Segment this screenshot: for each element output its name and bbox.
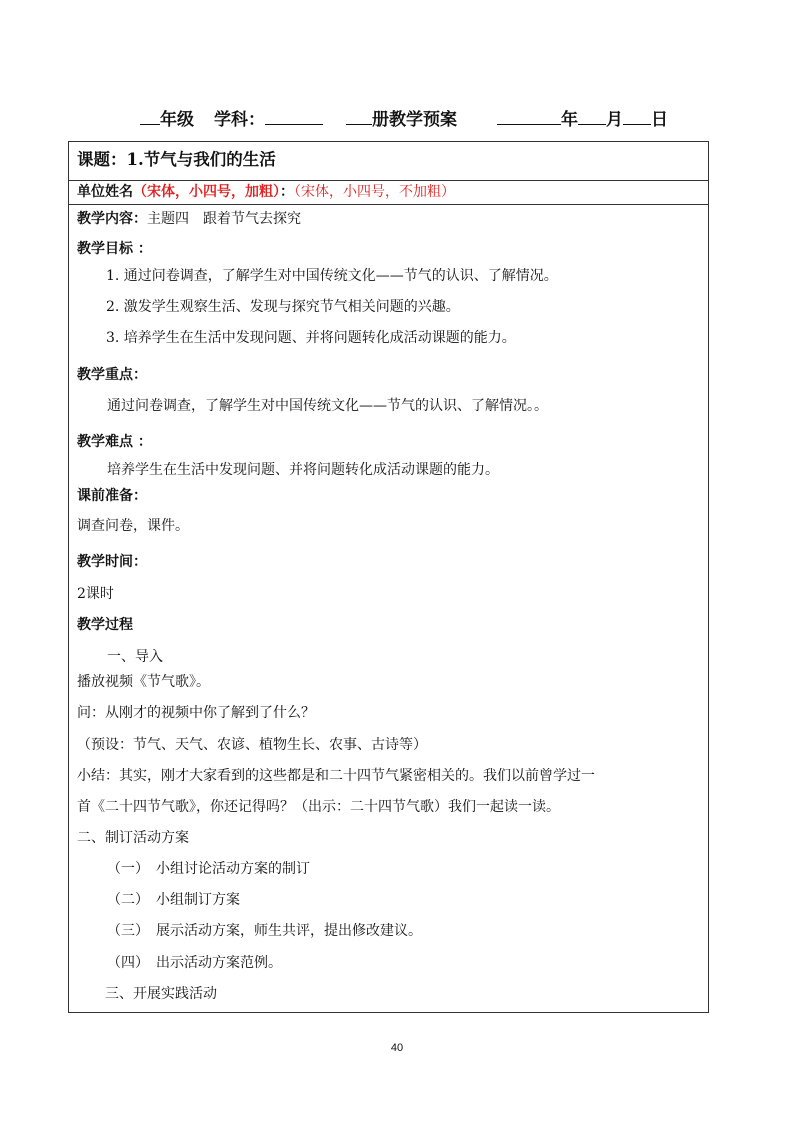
difficulties-heading: 教学难点 ：: [77, 434, 152, 450]
month-blank: [578, 104, 606, 125]
process-line: （三） 展示活动方案，师生共评，提出修改建议。: [107, 923, 422, 939]
unit-name-colon: ：: [280, 184, 294, 200]
teaching-time-heading: 教学时间：: [77, 554, 147, 570]
teaching-content-row: [77, 209, 301, 229]
lesson-plan-table: [68, 141, 709, 1013]
day-label: 日: [651, 110, 668, 130]
unit-name-value-note: （宋体，小四号，不加粗）: [294, 184, 455, 200]
process-line: （二） 小组制订方案: [107, 892, 240, 908]
teaching-goals-heading: 教学目标 ：: [77, 241, 152, 257]
volume-blank: [346, 104, 372, 125]
difficulties-text: 培养学生在生活中发现问题、并将问题转化成活动课题的能力。: [107, 462, 499, 478]
subject-blank: [265, 104, 323, 125]
teaching-goal-item: 1. 通过问卷调查，了解学生对中国传统文化——节气的认识、了解情况。: [106, 268, 558, 284]
teaching-content-label: 教学内容：: [77, 211, 147, 227]
preparation-text: 调查问卷，课件。: [77, 518, 189, 534]
subject-label: 学科：: [214, 110, 265, 130]
process-line: 三、开展实践活动: [105, 986, 217, 1002]
volume-label: 册教学预案: [372, 110, 457, 130]
teaching-goal-item: 2. 激发学生观察生活、发现与探究节气相关问题的兴趣。: [106, 299, 460, 315]
year-label: 年: [561, 110, 578, 130]
process-line: 问：从刚才的视频中你了解到了什么？: [77, 705, 315, 721]
process-line: 二、制订活动方案: [77, 830, 189, 846]
volume-field: [346, 104, 457, 133]
row-divider-title: [69, 180, 708, 181]
grade-label: 年级: [160, 110, 194, 130]
page-header: [0, 104, 794, 134]
grade-field: [140, 104, 194, 133]
unit-name-label-note: （宋体，小四号，加粗）: [133, 184, 280, 200]
key-points-heading: 教学重点：: [77, 367, 147, 383]
process-line: 一、导入: [107, 649, 163, 665]
grade-blank: [140, 104, 160, 125]
date-field: [497, 104, 668, 133]
day-blank: [623, 104, 651, 125]
year-blank: [497, 104, 561, 125]
process-line: 首《二十四节气歌》，你还记得吗？（出示：二十四节气歌）我们一起读一读。: [77, 799, 560, 815]
subject-field: [214, 104, 323, 133]
unit-name-label: 单位姓名: [77, 184, 133, 200]
process-line: （四） 出示活动方案范例。: [107, 955, 282, 971]
preparation-heading: 课前准备：: [77, 488, 147, 504]
lesson-title: 课题：1.节气与我们的生活: [77, 150, 276, 169]
process-line: （一） 小组讨论活动方案的制订: [107, 861, 310, 877]
teaching-goal-item: 3. 培养学生在生活中发现问题、并将问题转化成活动课题的能力。: [106, 330, 516, 346]
teaching-process-heading: 教学过程: [77, 617, 133, 633]
page-number: 40: [390, 1042, 404, 1054]
month-label: 月: [606, 110, 623, 130]
process-line: 播放视频《节气歌》。: [77, 674, 210, 690]
process-line: 小结：其实，刚才大家看到的这些都是和二十四节气紧密相关的。我们以前曾学过一: [77, 768, 595, 784]
row-divider-unit: [69, 204, 708, 205]
key-points-text: 通过问卷调查，了解学生对中国传统文化——节气的认识、了解情况。。: [107, 398, 548, 414]
teaching-time-text: 2课时: [77, 586, 114, 602]
process-line: （预设：节气、天气、农谚、植物生长、农事、古诗等）: [77, 737, 427, 753]
teaching-content-value: 主题四 跟着节气去探究: [147, 211, 301, 227]
unit-name-row: [77, 182, 455, 202]
